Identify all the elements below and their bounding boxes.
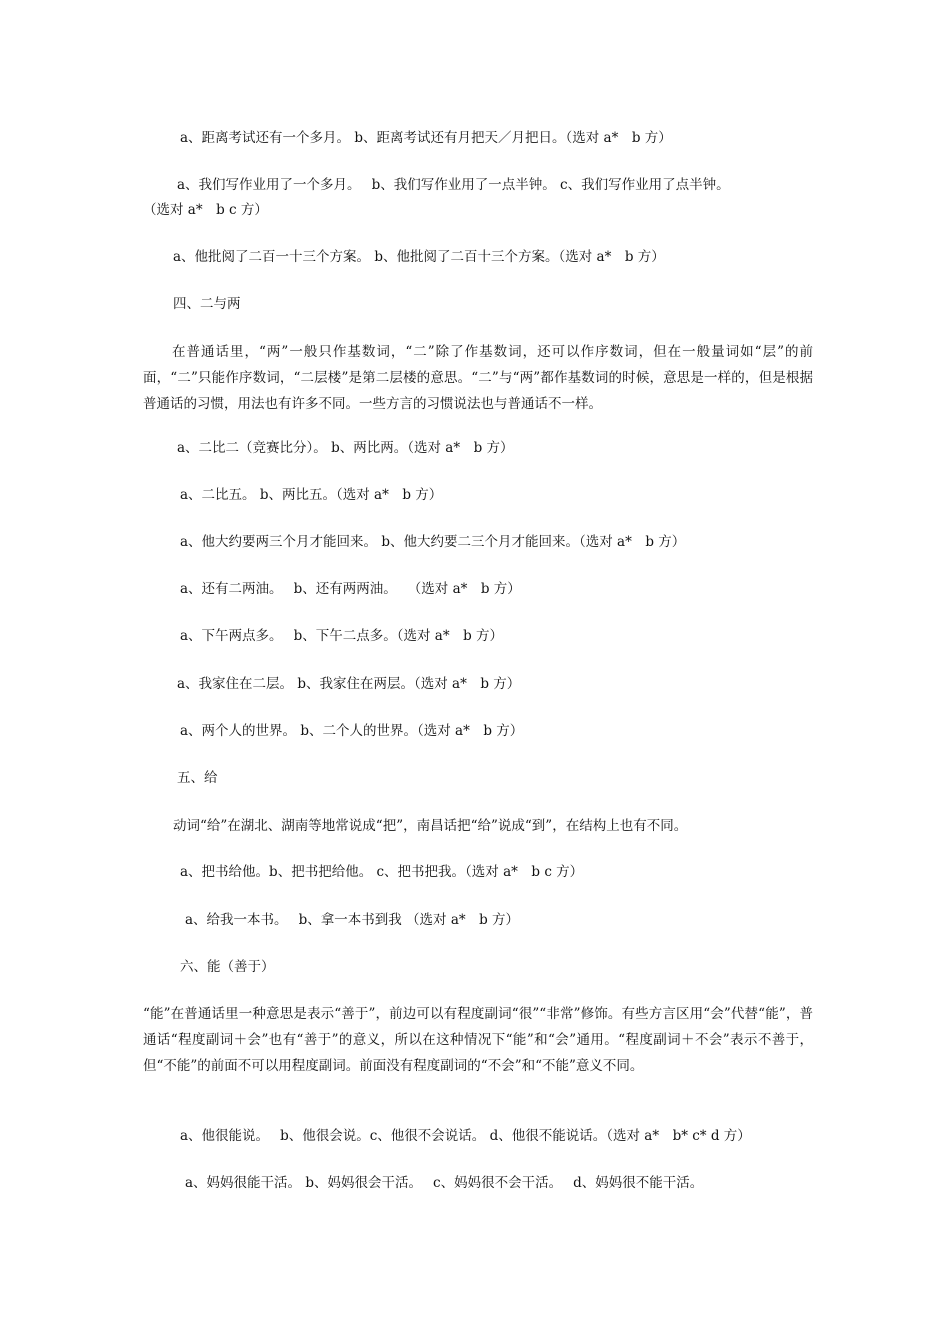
paragraph-gei: 动词“给”在湖北、湖南等地常说成“把”，南昌话把“给”说成“到”，在结构上也有不同。 [173,818,688,834]
example-line-speak: a、他很能说。 b、他很会说。c、他很不会说话。 d、他很不能说话。（选对 a* b* c* d 方） [180,1128,751,1144]
example-line-floor: a、我家住在二层。 b、我家住在两层。（选对 a* b 方） [177,676,521,692]
example-line-afternoon: a、下午两点多。 b、下午二点多。（选对 a* b 方） [180,628,504,644]
example-line-homework: a、我们写作业用了一个多月。 b、我们写作业用了一点半钟。 c、我们写作业用了点半钟。 [177,177,730,193]
paragraph-er-liang: 在普通话里，“两”一般只作基数词，“二”除了作基数词，还可以作序数词，但在一般量词如“层”的前面，“二”只能作序数词，“二层楼”是第二层楼的意思。“二”与“两”都作基数词的时候，意思是一样的，但是根据普通话的习惯，用法也有许多不同。一些方言的习惯说法也与普通话不一样。 [143,344,813,412]
section-heading-gei: 五、给 [177,770,218,786]
example-line-book: a、把书给他。b、把书把给他。 c、把书把我。（选对 a* b c 方） [180,864,584,880]
example-line-review: a、他批阅了二百一十三个方案。 b、他批阅了二百十三个方案。（选对 a* b 方） [173,249,665,265]
example-line-score-2: a、二比五。 b、两比五。（选对 a* b 方） [180,487,443,503]
example-line-oil: a、还有二两油。 b、还有两两油。 （选对 a* b 方） [180,581,521,597]
section-heading-er-liang: 四、二与两 [173,296,241,312]
example-line-work: a、妈妈很能干活。 b、妈妈很会干活。 c、妈妈很不会干活。 d、妈妈很不能干活。 [185,1175,704,1191]
example-line-exam: a、距离考试还有一个多月。 b、距离考试还有月把天／月把日。（选对 a* b 方） [180,130,672,146]
example-line-score: a、二比二（竞赛比分）。 b、两比两。（选对 a* b 方） [177,440,514,456]
example-line-homework-answer: （选对 a* b c 方） [143,202,268,218]
paragraph-neng: “能”在普通话里一种意思是表示“善于”，前边可以有程度副词“很”“非常”修饰。有些方言区用“会”代替“能”，普通话“程度副词＋会”也有“善于”的意义，所以在这种情况下“能”和“会”通用。“程度副词＋不会”表示不善于，但“不能”的前面不可以用程度副词。前面没有程度副词的“不会”和“不能”意义不同。 [143,1006,813,1074]
example-line-months: a、他大约要两三个月才能回来。 b、他大约要二三个月才能回来。（选对 a* b 方） [180,534,686,550]
example-line-world: a、两个人的世界。 b、二个人的世界。（选对 a* b 方） [180,723,524,739]
example-line-give-book: a、给我一本书。 b、拿一本书到我 （选对 a* b 方） [185,912,520,928]
section-heading-neng: 六、能（善于） [180,959,275,975]
